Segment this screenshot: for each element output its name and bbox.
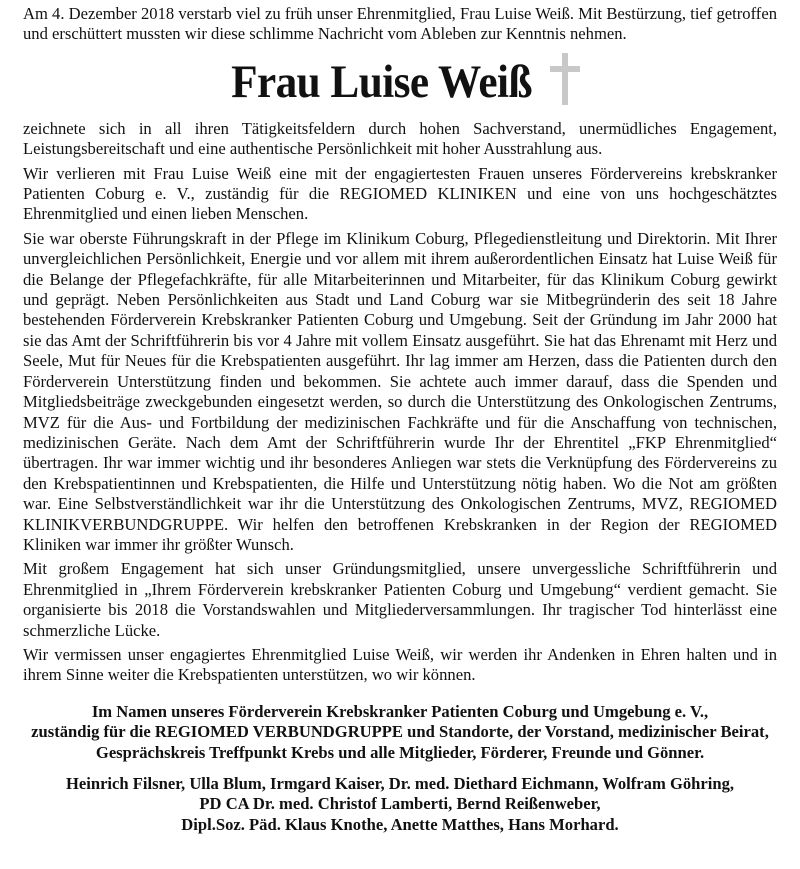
names-block — [23, 774, 777, 836]
paragraph-1: zeichnete sich in all ihren Tätigkeitsfeldern durch hohen Sachverstand, unermüdliches Engagement, Leistungsbereitschaft und eine authentische Persönlichkeit mit hoher Ausstrahlung aus. — [23, 118, 777, 159]
signature-line-1: Im Namen unseres Förderverein Krebskranker Patienten Coburg und Umgebung e. V., — [91, 701, 709, 721]
intro-paragraph: Am 4. Dezember 2018 verstarb viel zu früh unser Ehrenmitglied, Frau Luise Weiß. Mit Bestürzung, tief getroffen und erschüttert mussten wir diese schlimme Nachricht vom Ableben zur Kenntnis nehmen. — [23, 4, 777, 44]
title-row — [23, 51, 777, 113]
signature-block — [23, 702, 777, 764]
signature-line-3: Gesprächskreis Treffpunkt Krebs und alle Mitglieder, Förderer, Freunde und Gönner. — [95, 742, 705, 762]
paragraph-5: Wir vermissen unser engagiertes Ehrenmitglied Luise Weiß, wir werden ihr Andenken in Ehren halten und in ihrem Sinne weiter die Krebspatienten unterstützen, wo wir können. — [23, 644, 777, 685]
names-line-2: PD CA Dr. med. Christof Lamberti, Bernd Reißenweber, — [199, 794, 601, 814]
paragraph-4: Mit großem Engagement hat sich unser Gründungsmitglied, unsere unvergessliche Schriftführerin und Ehrenmitglied in „Ihrem Förderverein krebskranker Patienten Coburg und Umgebung“ verdient gemacht. Sie organisierte bis 2018 die Vorstandswahlen und Mitgliederversammlungen. Ihr tragischer Tod hinterlässt eine schmerzliche Lücke. — [23, 559, 777, 640]
cross-icon — [548, 51, 582, 107]
paragraph-2: Wir verlieren mit Frau Luise Weiß eine mit der engagiertesten Frauen unseres Fördervereins krebskranker Patienten Coburg e. V., zuständig für die REGIOMED KLINIKEN und eine von uns hochgeschätztes Ehrenmitglied und einen lieben Menschen. — [23, 163, 777, 224]
names-line-1: Heinrich Filsner, Ulla Blum, Irmgard Kaiser, Dr. med. Diethard Eichmann, Wolfram Göhring, — [65, 773, 735, 793]
paragraph-3: Sie war oberste Führungskraft in der Pflege im Klinikum Coburg, Pflegedienstleitung und Direktorin. Mit Ihrer unvergleichlichen Persönlichkeit, Energie und vor allem mit ihrem außerordentlichen Einsatz hat Luise Weiß für die Belange der Pflegefachkräfte, für alle Mitarbeiterinnen und Mitarbeiter, für das Klinikum Coburg gewirkt und geprägt. Neben Persönlichkeiten aus Stadt und Land Coburg war sie Mitbegründerin des seit 18 Jahre bestehenden Förderverein Krebskranker Patienten Coburg und Umgebung. Seit der Gründung im Jahr 2000 hat sie das Amt der Schriftführerin bis vor 4 Jahre mit vollem Einsatz ausgeführt. Sie hat das Ehrenamt mit Herz und Seele, Mut für Neues für die Krebspatienten ausgeführt. Ihr lag immer am Herzen, dass die Patienten durch den Förderverein Unterstützung finden und bekommen. Sie achtete auch immer darauf, dass die Spenden und Mitgliedsbeiträge zweckgebunden eingesetzt werden, so durch die Unterstützung des Onkologischen Zentrums, MVZ für die Aus- und Fortbildung der medizinischen Fachkräfte und für die Anschaffung von technischen, medizinischen Geräte. Nach dem Amt der Schriftführerin wurde Ihr der Ehrentitel „FKP Ehrenmitglied“ übertragen. Ihr war immer wichtig und ihr besonderes Anliegen war stets die Verknüpfung des Fördervereins zu den Krebspatientinnen und Krebspatienten, die Hilfe und Unterstützung nötig haben. Wo die Not am größten war. Eine Selbstverständlichkeit war ihr die Unterstützung des Onkologischen Zentrums, MVZ, REGIOMED KLINIKVERBUNDGRUPPE. Wir helfen den betroffenen Krebskranken in der Region der REGIOMED Kliniken war immer ihr größter Wunsch. — [23, 228, 777, 554]
names-line-3: Dipl.Soz. Päd. Klaus Knothe, Anette Matthes, Hans Morhard. — [181, 814, 619, 834]
deceased-name-title: Frau Luise Weiß — [231, 55, 533, 108]
signature-line-2: zuständig für die REGIOMED VERBUNDGRUPPE und Standorte, der Vorstand, medizinischer Beirat, — [31, 722, 769, 742]
